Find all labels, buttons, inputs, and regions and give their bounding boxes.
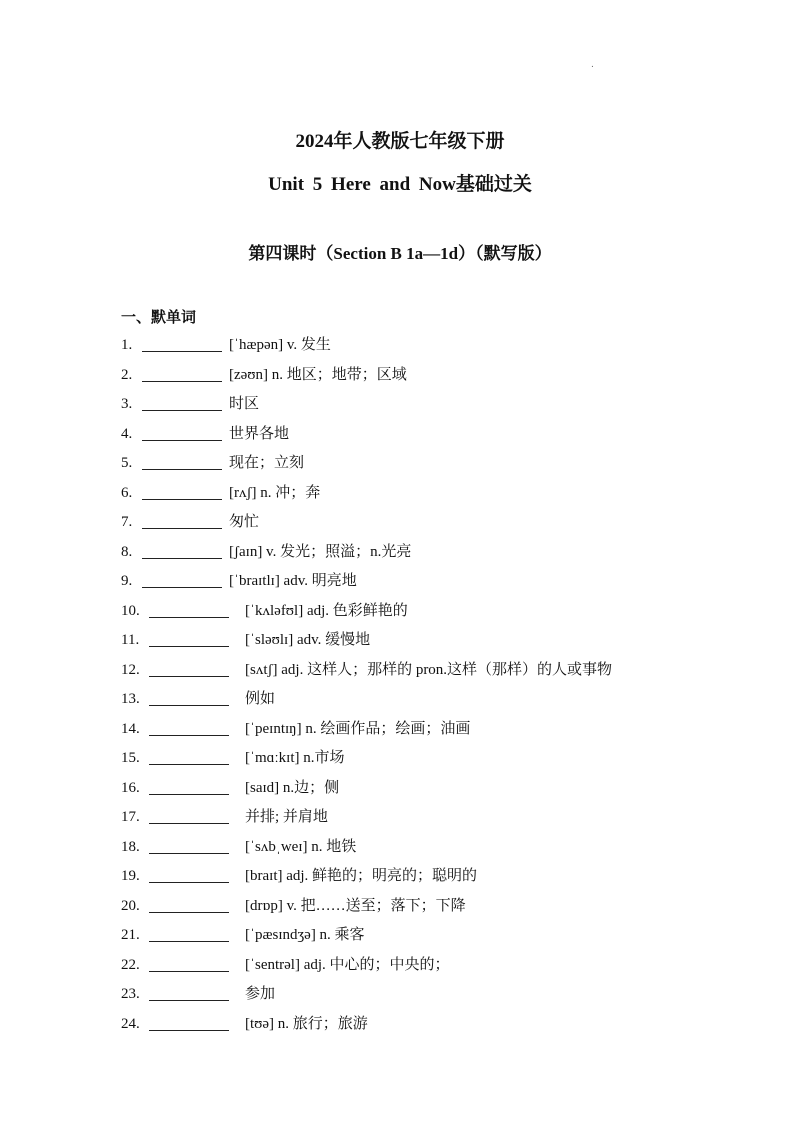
unit-title: Unit 5 Here and Now基础过关 xyxy=(268,174,532,195)
vocabulary-list xyxy=(121,331,761,1039)
corner-mark: . xyxy=(591,60,594,70)
answer-blank[interactable] xyxy=(142,410,222,411)
vocab-item xyxy=(121,685,761,715)
item-definition: [tʊə] n. 旅行；旅游 xyxy=(245,1015,368,1032)
vocab-item xyxy=(121,508,761,538)
item-definition: [ˈkʌləfʊl] adj. 色彩鲜艳的 xyxy=(245,602,408,619)
item-number: 8. xyxy=(121,543,133,560)
vocab-item xyxy=(121,361,761,391)
answer-blank[interactable] xyxy=(149,823,229,824)
vocab-item xyxy=(121,862,761,892)
item-definition: [rʌʃ] n. 冲；奔 xyxy=(229,484,321,501)
item-number: 23. xyxy=(121,986,140,1002)
item-definition: [ˈmɑːkɪt] n.市场 xyxy=(245,750,345,766)
item-number: 20. xyxy=(121,897,140,914)
item-number: 12. xyxy=(121,661,140,678)
answer-blank[interactable] xyxy=(142,499,222,500)
vocab-item xyxy=(121,479,761,509)
vocab-item xyxy=(121,597,761,627)
item-definition: 时区 xyxy=(229,396,260,412)
item-number: 16. xyxy=(121,779,140,796)
item-definition: [drɒp] v. 把……送至；落下；下降 xyxy=(245,897,466,914)
item-definition: 匆忙 xyxy=(229,514,260,530)
item-number: 15. xyxy=(121,750,140,766)
answer-blank[interactable] xyxy=(149,705,229,706)
item-definition: 世界各地 xyxy=(229,425,290,442)
item-number: 24. xyxy=(121,1015,140,1032)
vocab-item xyxy=(121,1010,761,1040)
item-number: 7. xyxy=(121,514,133,530)
answer-blank[interactable] xyxy=(142,558,222,559)
answer-blank[interactable] xyxy=(149,941,229,942)
answer-blank[interactable] xyxy=(149,1030,229,1031)
answer-blank[interactable] xyxy=(149,1000,229,1001)
answer-blank[interactable] xyxy=(149,971,229,972)
vocab-item xyxy=(121,921,761,951)
item-number: 1. xyxy=(121,337,133,353)
item-number: 21. xyxy=(121,927,140,943)
answer-blank[interactable] xyxy=(149,853,229,854)
item-definition: 现在；立刻 xyxy=(229,455,305,471)
vocab-item xyxy=(121,774,761,804)
answer-blank[interactable] xyxy=(149,794,229,795)
item-number: 2. xyxy=(121,366,133,383)
answer-blank[interactable] xyxy=(142,469,222,470)
item-number: 18. xyxy=(121,838,140,855)
item-definition: [ˈbraɪtlɪ] adv. 明亮地 xyxy=(229,573,357,589)
lesson-subtitle: 第四课时（Section B 1a—1d）（默写版） xyxy=(248,244,552,263)
item-definition: [braɪt] adj. 鲜艳的；明亮的；聪明的 xyxy=(245,868,478,884)
item-definition: [zəʊn] n. 地区；地带；区域 xyxy=(229,366,407,383)
item-definition: 并排; 并肩地 xyxy=(245,809,328,825)
item-definition: [ʃaɪn] v. 发光；照溢；n.光亮 xyxy=(229,543,412,560)
vocab-item xyxy=(121,715,761,745)
item-definition: [ˈsʌbˌweɪ] n. 地铁 xyxy=(245,838,357,855)
vocab-item xyxy=(121,656,761,686)
vocab-item xyxy=(121,744,761,774)
answer-blank[interactable] xyxy=(149,646,229,647)
answer-blank[interactable] xyxy=(142,381,222,382)
answer-blank[interactable] xyxy=(149,617,229,618)
section-heading: 一、默单词 xyxy=(121,310,197,326)
answer-blank[interactable] xyxy=(142,528,222,529)
vocab-item xyxy=(121,390,761,420)
item-number: 3. xyxy=(121,396,133,412)
vocab-item xyxy=(121,449,761,479)
item-definition: [saɪd] n.边；侧 xyxy=(245,779,340,796)
answer-blank[interactable] xyxy=(149,912,229,913)
item-definition: [ˈsləʊlɪ] adv. 缓慢地 xyxy=(245,632,371,648)
item-definition: 例如 xyxy=(245,691,276,707)
vocab-item xyxy=(121,892,761,922)
item-definition: [sʌtʃ] adj. 这样人；那样的 pron.这样（那样）的人或事物 xyxy=(245,661,613,678)
item-definition: [ˈpæsɪndʒə] n. 乘客 xyxy=(245,927,365,943)
item-number: 17. xyxy=(121,809,140,825)
answer-blank[interactable] xyxy=(149,735,229,736)
item-number: 5. xyxy=(121,455,133,471)
item-number: 9. xyxy=(121,573,133,589)
answer-blank[interactable] xyxy=(142,351,222,352)
vocab-item xyxy=(121,980,761,1010)
answer-blank[interactable] xyxy=(149,764,229,765)
item-number: 6. xyxy=(121,484,133,501)
vocab-item xyxy=(121,331,761,361)
item-definition: [ˈhæpən] v. 发生 xyxy=(229,337,331,353)
item-number: 11. xyxy=(121,632,140,648)
vocab-item xyxy=(121,567,761,597)
item-number: 4. xyxy=(121,425,133,442)
vocab-item xyxy=(121,538,761,568)
answer-blank[interactable] xyxy=(149,676,229,677)
vocab-item xyxy=(121,833,761,863)
item-definition: [ˈpeɪntɪŋ] n. 绘画作品；绘画；油画 xyxy=(245,720,471,737)
item-number: 10. xyxy=(121,602,140,619)
item-definition: 参加 xyxy=(245,986,276,1002)
page-title: 2024年人教版七年级下册 xyxy=(295,131,505,152)
answer-blank[interactable] xyxy=(142,587,222,588)
item-number: 22. xyxy=(121,956,140,973)
answer-blank[interactable] xyxy=(149,882,229,883)
vocab-item xyxy=(121,951,761,981)
vocab-item xyxy=(121,626,761,656)
vocab-item xyxy=(121,420,761,450)
item-number: 19. xyxy=(121,868,140,884)
item-definition: [ˈsentrəl] adj. 中心的；中央的； xyxy=(245,956,450,973)
item-number: 14. xyxy=(121,720,140,737)
answer-blank[interactable] xyxy=(142,440,222,441)
item-number: 13. xyxy=(121,691,140,707)
vocab-item xyxy=(121,803,761,833)
